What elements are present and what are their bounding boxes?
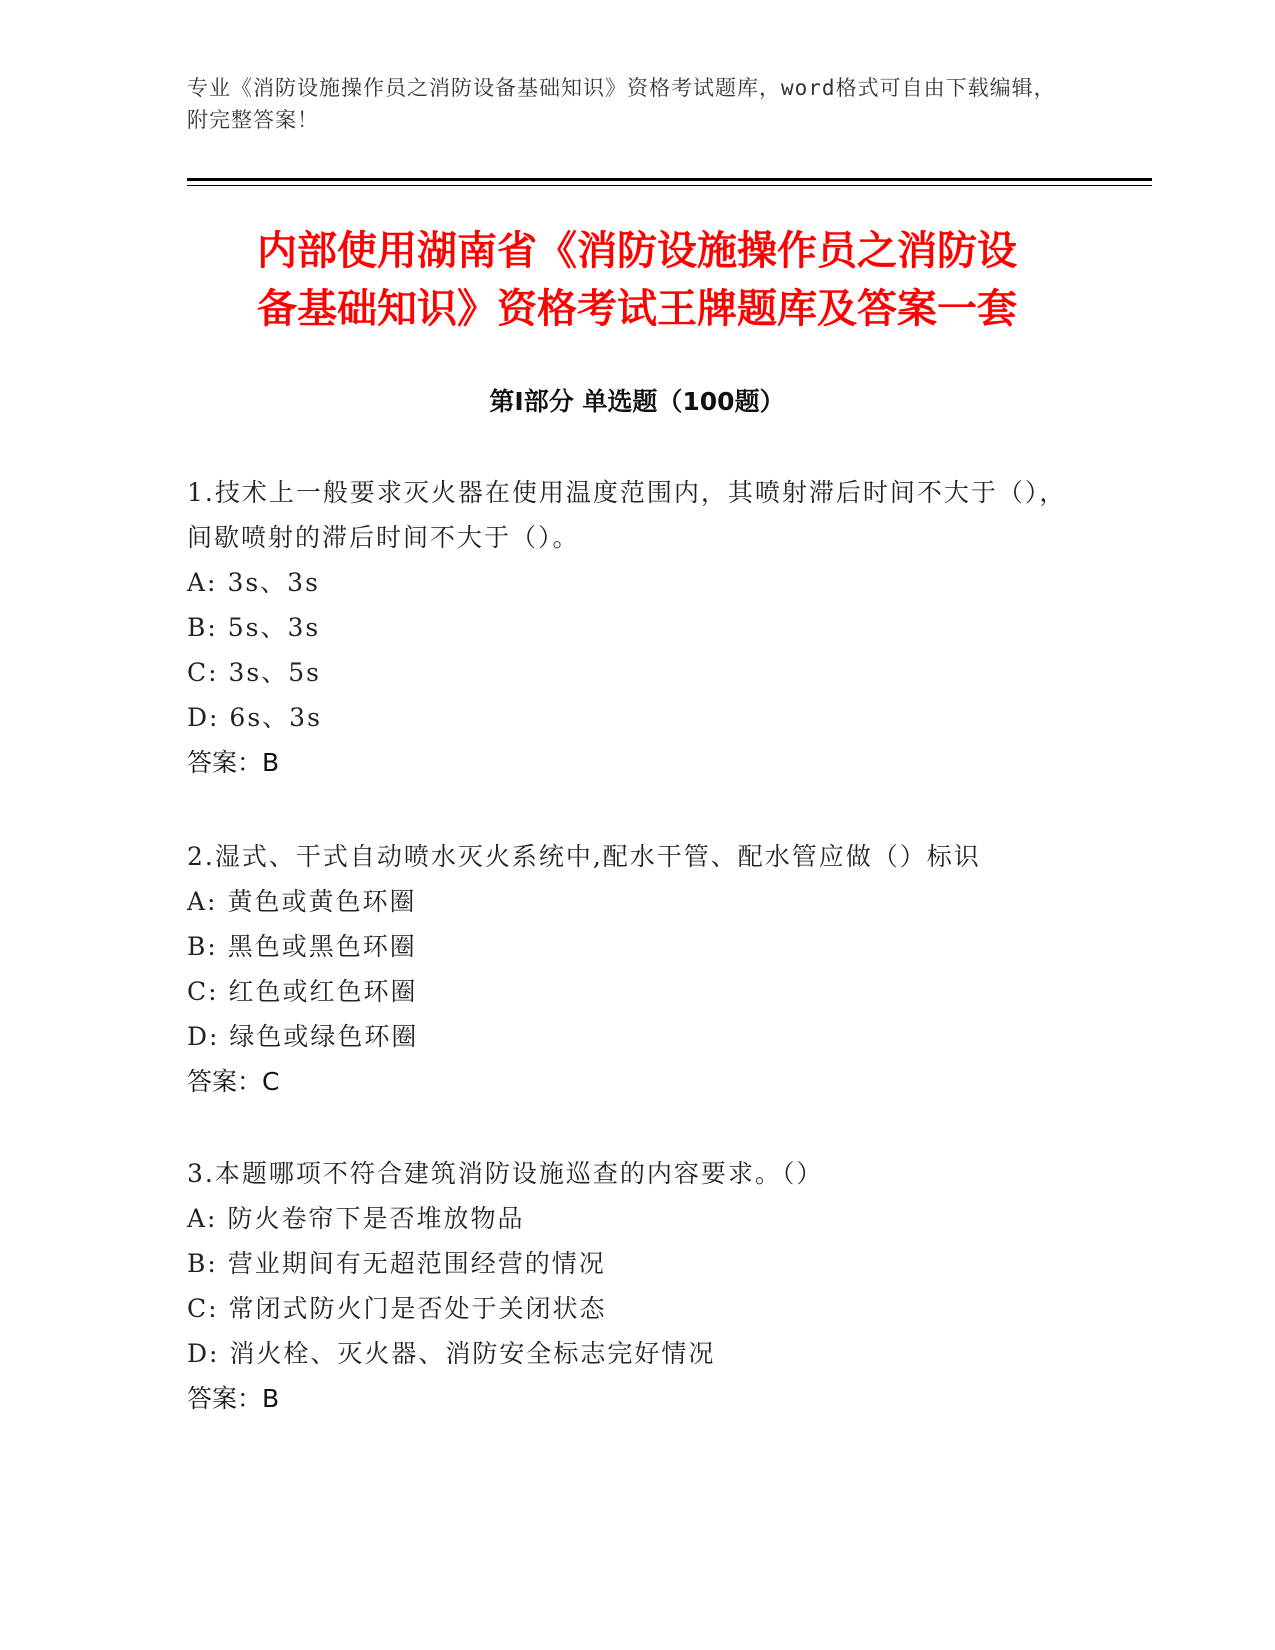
option-letter: B: xyxy=(187,613,218,642)
option-text: 5s、3s xyxy=(227,613,321,642)
option-text: 防火卷帘下是否堆放物品 xyxy=(227,1204,525,1233)
option-letter: B: xyxy=(187,1249,218,1278)
option-d xyxy=(187,1331,1067,1376)
option-text: 黄色或黄色环圈 xyxy=(227,887,417,916)
question-2 xyxy=(187,834,1067,1104)
option-letter: C: xyxy=(187,658,219,687)
question-1 xyxy=(187,470,1067,785)
document-title-line-2: 备基础知识》资格考试王牌题库及答案一套 xyxy=(257,286,1017,332)
option-text: 6s、3s xyxy=(229,703,322,732)
option-text: 常闭式防火门是否处于关闭状态 xyxy=(228,1294,607,1323)
answer-label: 答案：C xyxy=(187,1067,280,1096)
option-text: 消火栓、灭火器、消防安全标志完好情况 xyxy=(229,1339,716,1368)
option-letter: D: xyxy=(187,1339,220,1368)
option-text: 3s、5s xyxy=(228,658,321,687)
option-c xyxy=(187,969,1067,1014)
header-divider-thin xyxy=(187,185,1152,186)
option-c xyxy=(187,650,1067,695)
option-text: 黑色或黑色环圈 xyxy=(227,932,417,961)
answer-label: 答案：B xyxy=(187,748,280,777)
option-b xyxy=(187,924,1067,969)
option-b xyxy=(187,1241,1067,1286)
option-a xyxy=(187,1196,1067,1241)
option-letter: A: xyxy=(187,887,218,916)
question-3 xyxy=(187,1151,1067,1421)
header-note: 专业《消防设施操作员之消防设备基础知识》资格考试题库，word格式可自由下载编辑，附完整答案！ xyxy=(187,76,1056,132)
option-text: 绿色或绿色环圈 xyxy=(229,1022,419,1051)
document-title xyxy=(187,222,1087,338)
option-text: 红色或红色环圈 xyxy=(228,977,418,1006)
option-letter: D: xyxy=(187,703,220,732)
option-d xyxy=(187,695,1067,740)
option-a xyxy=(187,560,1067,605)
option-c xyxy=(187,1286,1067,1331)
option-text: 3s、3s xyxy=(227,568,320,597)
document-title-line-1: 内部使用湖南省《消防设施操作员之消防设 xyxy=(257,228,1017,274)
option-letter: C: xyxy=(187,977,219,1006)
question-stem: 2.湿式、干式自动喷水灭火系统中,配水干管、配水管应做（）标识 xyxy=(187,842,981,871)
question-stem: 1.技术上一般要求灭火器在使用温度范围内，其喷射滞后时间不大于（），间歇喷射的滞后时间不大于（）。 xyxy=(187,478,1067,552)
section-title: 第Ⅰ部分 单选题（100题） xyxy=(489,387,785,416)
option-text: 营业期间有无超范围经营的情况 xyxy=(227,1249,606,1278)
option-letter: A: xyxy=(187,1204,218,1233)
header-divider-thick xyxy=(187,178,1152,181)
option-letter: C: xyxy=(187,1294,219,1323)
option-letter: D: xyxy=(187,1022,220,1051)
option-letter: B: xyxy=(187,932,218,961)
option-a xyxy=(187,879,1067,924)
option-b xyxy=(187,605,1067,650)
option-letter: A: xyxy=(187,568,218,597)
option-d xyxy=(187,1014,1067,1059)
question-stem: 3.本题哪项不符合建筑消防设施巡查的内容要求。（） xyxy=(187,1159,824,1188)
answer-label: 答案：B xyxy=(187,1384,280,1413)
